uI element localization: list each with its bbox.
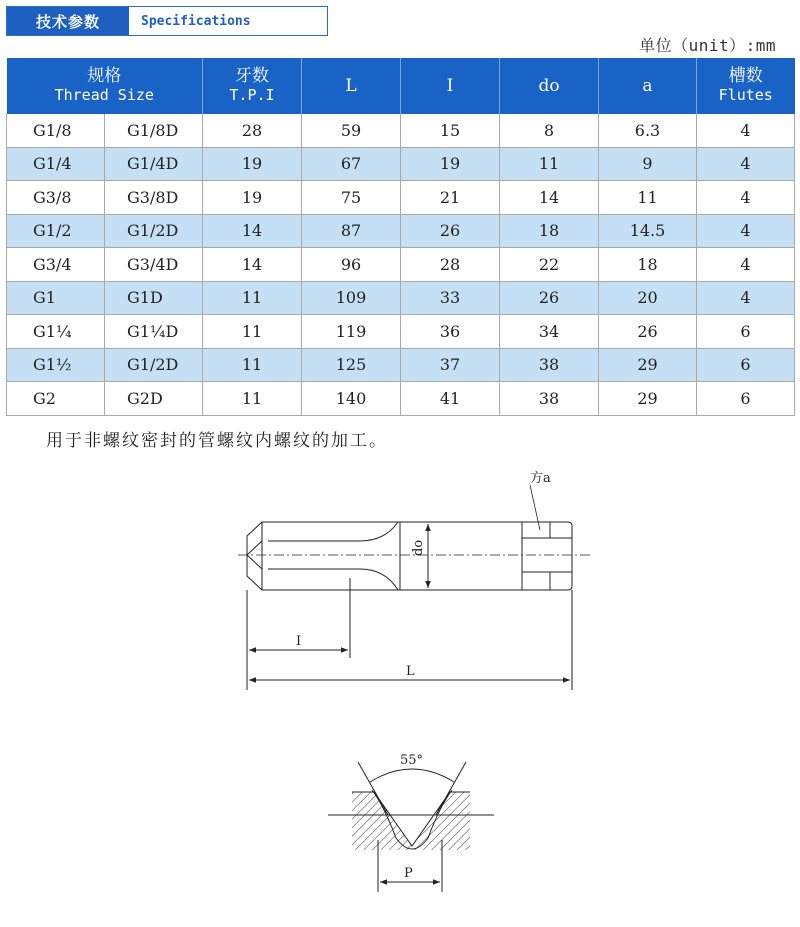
header-do: do — [500, 58, 599, 114]
header-l: L — [302, 58, 401, 114]
table-cell: 14 — [500, 181, 599, 215]
table-cell: G1D — [105, 281, 203, 315]
table-cell: 75 — [302, 181, 401, 215]
table-cell: 15 — [401, 114, 500, 147]
table-cell: G2 — [7, 382, 105, 416]
table-cell: G2D — [105, 382, 203, 416]
table-cell: 8 — [500, 114, 599, 147]
table-cell: 26 — [500, 281, 599, 315]
header-tpi: 牙数 T.P.I — [203, 58, 302, 114]
table-cell: 21 — [401, 181, 500, 215]
do-label: do — [411, 539, 426, 556]
table-cell: 29 — [599, 382, 697, 416]
table-cell: 4 — [697, 181, 795, 215]
table-cell: 87 — [302, 214, 401, 248]
table-cell: 109 — [302, 281, 401, 315]
table-cell: 11 — [203, 315, 302, 349]
table-cell: G1/4 — [7, 147, 105, 181]
table-cell: G1¼D — [105, 315, 203, 349]
table-cell: G1 — [7, 281, 105, 315]
table-cell: 33 — [401, 281, 500, 315]
table-cell: 4 — [697, 248, 795, 282]
table-cell: G1/8 — [7, 114, 105, 147]
table-cell: 6.3 — [599, 114, 697, 147]
table-cell: G1/2D — [105, 214, 203, 248]
table-cell: 28 — [203, 114, 302, 147]
table-cell: 67 — [302, 147, 401, 181]
table-cell: 38 — [500, 348, 599, 382]
table-cell: 4 — [697, 214, 795, 248]
table-cell: 96 — [302, 248, 401, 282]
usage-note: 用于非螺纹密封的管螺纹内螺纹的加工。 — [46, 431, 388, 451]
header-thread-size: 规格 Thread Size — [7, 58, 203, 114]
header-a: a — [599, 58, 697, 114]
table-cell: 28 — [401, 248, 500, 282]
table-cell: 34 — [500, 315, 599, 349]
thread-angle-label: 55° — [400, 753, 424, 768]
table-cell: 20 — [599, 281, 697, 315]
table-cell: G1¼ — [7, 315, 105, 349]
i-dimension-label: I — [296, 634, 302, 649]
table-cell: 19 — [401, 147, 500, 181]
table-cell: G1/8D — [105, 114, 203, 147]
table-cell: 36 — [401, 315, 500, 349]
table-cell: 19 — [203, 147, 302, 181]
square-label: 方a — [530, 471, 551, 486]
tap-side-view — [238, 485, 590, 690]
table-cell: 6 — [697, 382, 795, 416]
table-cell: 4 — [697, 114, 795, 147]
table-cell: G1/4D — [105, 147, 203, 181]
table-cell: 11 — [599, 181, 697, 215]
table-cell: G1/2D — [105, 348, 203, 382]
table-cell: 26 — [401, 214, 500, 248]
table-cell: 37 — [401, 348, 500, 382]
table-cell: 22 — [500, 248, 599, 282]
table-cell: 4 — [697, 281, 795, 315]
table-cell: 14 — [203, 248, 302, 282]
table-cell: 6 — [697, 315, 795, 349]
table-cell: G3/4 — [7, 248, 105, 282]
table-cell: 14.5 — [599, 214, 697, 248]
table-cell: 14 — [203, 214, 302, 248]
table-cell: 11 — [203, 382, 302, 416]
table-cell: 119 — [302, 315, 401, 349]
table-cell: 18 — [500, 214, 599, 248]
table-cell: 9 — [599, 147, 697, 181]
table-cell: 125 — [302, 348, 401, 382]
table-cell: 38 — [500, 382, 599, 416]
section-title-en: Specifications — [141, 13, 251, 29]
section-title-cn: 技术参数 — [7, 7, 129, 35]
header-flutes: 槽数 Flutes — [697, 58, 795, 114]
table-cell: 4 — [697, 147, 795, 181]
table-cell: 11 — [203, 348, 302, 382]
table-cell: 29 — [599, 348, 697, 382]
unit-label: 单位（unit）:mm — [639, 36, 776, 55]
table-cell: G1½ — [7, 348, 105, 382]
table-cell: G3/8D — [105, 181, 203, 215]
table-cell: 41 — [401, 382, 500, 416]
table-cell: G3/8 — [7, 181, 105, 215]
table-cell: 11 — [203, 281, 302, 315]
table-cell: G3/4D — [105, 248, 203, 282]
table-cell: 6 — [697, 348, 795, 382]
table-cell: 19 — [203, 181, 302, 215]
table-cell: 26 — [599, 315, 697, 349]
pitch-label: P — [404, 866, 413, 881]
l-dimension-label: L — [406, 664, 415, 679]
table-cell: 140 — [302, 382, 401, 416]
table-cell: 11 — [500, 147, 599, 181]
header-i: I — [401, 58, 500, 114]
table-cell: 18 — [599, 248, 697, 282]
table-cell: G1/2 — [7, 214, 105, 248]
table-cell: 59 — [302, 114, 401, 147]
